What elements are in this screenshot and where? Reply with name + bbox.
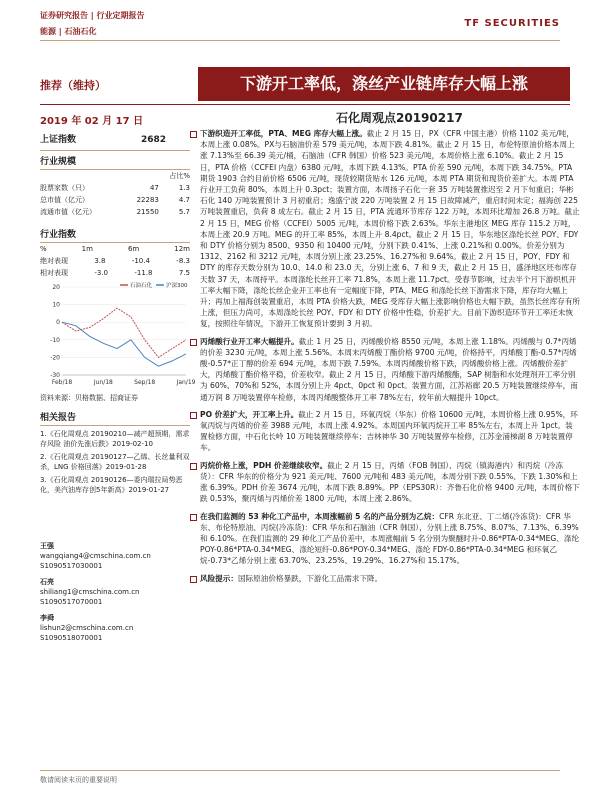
- industry-line: 能源 | 石油石化: [40, 27, 97, 36]
- x-tick-label: Feb/18: [51, 379, 73, 386]
- index-row-label: 相对表现: [40, 269, 68, 277]
- legend-label: 沪深300: [166, 283, 188, 289]
- series-line-0: [62, 308, 186, 357]
- legend-label: 石油石化: [130, 283, 153, 289]
- y-tick-label: -20: [50, 354, 60, 362]
- index-cell: 7.5: [178, 269, 190, 277]
- y-tick-label: 10: [52, 301, 60, 309]
- col-header: 12m: [174, 245, 190, 253]
- bullet-text: 截止 2 月 15 日，环氧丙烷（华东）价格 10600 元/吨，本周价格上涨 0.95%，环氧丙烷与丙烯的价差 3988 元/吨，本周上涨 4.92%。本周国内环氧丙烷开工率 85%左右，本周上升 1pct。装置检修方面，中石化长岭 10 万吨装置继续停车；吉林神华 30 万吨装置停车检修，江苏金浦梯湖 8 万吨装置停车。: [200, 409, 578, 453]
- bullet-text: 截止 2 月 15 日，PX（CFR 中国主港）价格 1102 美元/吨，本周上涨 0.08%。PX与石脑油价差 579 美元/吨，本周下跌 4.81%。截止 2 月 15 日，布伦特原油价格本周上涨 7.13%至 66.39 美元/桶，石脑油（CFR 韩国）价格 523 美元/吨，本周价格上涨 6.10%。截止 2 月 15 日，PTA 价格（CCFEI 内盘）6380 元/吨，本周下跌 4.13%。PTA 价差 590 元/吨，本周下跌 34.75%。PTA 期货 1903 合约目前价格 6506 元/吨，现货较期货贴水 126 元/吨，本周 PTA 期货和现货价差扩大。本周 PTA 行业开工负荷 80%，本周上升 0.3pct；装置方面，本周扬子石化一套 35 万吨装置推迟至 2 月下旬重启；华彬石化 140 万吨装置预计 3 月初重启；逸盛宁波 220 万吨装置 2 月 15 日故障减产，重启时间未定；福海创 225 万吨装置重启，负荷 8 成左右。截止 2 月 15 日，PTA 流通环节库存 122 万吨，本周环比增加 26.8 万吨。截止 2 月 15 日，MEG 价格（CCFEI）5005 元/吨，本周价格下跌 2.63%。华东主港地区 MEG 库存 115.2 万吨，本周上涨 20.9 万吨。MEG 的开工率 85%，本周上升 8.4pct。截止 2 月 15 日，华东地区涤纶长丝 POY、FDY 和 DTY 价格分别为 8500、9350 和 10400 元/吨，分别下跌 0.41%、上涨 0.21%和 0.00%。价差分别为 1312、2162 和 3212 元/吨，本周分别上涨 23.25%、16.27%和 9.64%。截止 2 月 15 日，POY、FDY 和 DTY 的库存天数分别为 10.0、14.0 和 23.0 天，分别上涨 6、7 和 9 天，截止 2 月 15 日，盛泽地区坯布库存天数 37 天，本周持平。本周涤纶长丝开工率 71.8%，本周上涨 11.7pct。受春节影响，过去半个月下游织机开工率大幅下降，涤纶长丝企业开工率也有一定幅度下降，PTA、MEG 和涤纶长丝下游需求下降，库存均大幅上升；再加上福海创装置重启，本周 PTA 价格大跌，MEG 受库存大幅上涨影响价格也大幅下跌，虽然长丝库存有所上涨，但压力尚可，本周涤纶长丝 POY、FDY 和 DTY 价格中性稳，价差扩大。目前下游织造环节开工率还未恢复，按照往年情况，下游开工恢复预计要到 3 月初。: [200, 129, 581, 329]
- bullet-text: 截止 2 月 15 日，丙烯（FOB 韩国）、丙烷（镇海港内）和丙烷（冷冻货）：CFR 华东的价格分为 921 美元/吨、7600 元/吨和 483 美元/吨，本周分别下跌 0.55%、下跌 1.30%和上涨 6.39%。PDH 价差 3674 元/吨，本周下跌 8.89%。PP（EPS30R）：齐鲁石化价格 9400 元/吨，本周价格下跌 0.53%，聚丙烯与丙烯价差 1800 元/吨，本周上涨 2.86%。: [200, 460, 580, 504]
- bullet-heading: 下游织造开工率低，PTA、MEG 库存大幅上涨。: [200, 129, 367, 138]
- scale-label: 总市值（亿元）: [40, 196, 89, 204]
- analyst-id: S1090517030001: [40, 562, 103, 570]
- bullet-heading: PO 价差扩大，开工率上升。: [200, 409, 299, 419]
- index-header-row: [40, 243, 190, 255]
- bullet-item: [190, 128, 580, 330]
- bullet-item: [190, 573, 580, 584]
- related-reports-heading: 相关报告: [40, 407, 190, 426]
- related-report-item[interactable]: 3.《石化周观点 20190126—委内瑞拉局势恶化，美汽油库存创5年新高》2019-01-27: [40, 476, 183, 494]
- analyst: [40, 613, 190, 643]
- analyst-email[interactable]: wangqiang4@cmschina.com.cn: [40, 552, 151, 560]
- bullet-item: [190, 336, 580, 403]
- x-tick-label: Jan/19: [176, 379, 196, 386]
- index-cell: -8.3: [176, 257, 190, 265]
- bullet-heading: 丙烷价格上涨，PDH 价差继续收窄。: [200, 460, 328, 470]
- analyst-id: S1090517070001: [40, 598, 103, 606]
- index-row: [40, 267, 190, 279]
- y-tick-label: 0: [56, 319, 60, 327]
- bullet-heading: 风险提示：: [200, 573, 238, 583]
- rating: 推荐（维持）: [40, 79, 106, 92]
- scale-row: [40, 194, 190, 206]
- footer-divider: [40, 770, 560, 771]
- analyst-email[interactable]: lishun2@cmschina.com.cn: [40, 624, 134, 632]
- index-row: [40, 128, 190, 151]
- scale-row: [40, 206, 190, 218]
- report-subtitle: 石化周观点20190217: [336, 111, 463, 125]
- analyst: [40, 541, 190, 571]
- page-title: 下游开工率低，涤丝产业链库存大幅上涨: [198, 67, 570, 101]
- scale-value: 22283: [136, 196, 159, 204]
- series-line-1: [62, 322, 186, 366]
- bullet-list: [190, 128, 580, 590]
- index-value: 2682: [140, 135, 166, 145]
- analyst-email[interactable]: shiliang1@cmschina.com.cn: [40, 588, 140, 596]
- col-header: 6m: [127, 245, 140, 253]
- pct-header: 占比%: [169, 172, 190, 180]
- bullet-heading: 在我们监测的 53 种化工产品中，本周涨幅前 5 名的产品分别为乙烷：: [200, 511, 440, 521]
- report-date: 2019 年 02 月 17 日: [40, 116, 144, 127]
- scale-value: 21550: [136, 208, 159, 216]
- index-cell: -11.8: [134, 269, 153, 277]
- index-cell: -3.0: [94, 269, 109, 277]
- header-divider: [40, 40, 560, 41]
- analyst-name: 王强: [40, 542, 54, 550]
- scale-row: [40, 182, 190, 194]
- x-tick-label: Jun/18: [93, 379, 113, 386]
- analyst-name: 李舜: [40, 614, 54, 622]
- analyst-name: 石亮: [40, 578, 54, 586]
- bullet-item: [190, 460, 580, 505]
- y-tick-label: -30: [50, 372, 60, 379]
- bullet-item: [190, 409, 580, 454]
- scale-pct: 4.7: [178, 196, 190, 204]
- index-row-label: 绝对表现: [40, 257, 68, 265]
- scale-label: 股票家数（只）: [40, 184, 89, 192]
- industry-scale-heading: 行业规模: [40, 151, 190, 170]
- y-tick-label: -10: [50, 336, 60, 344]
- bullet-item: [190, 511, 580, 567]
- col-header: %: [40, 245, 47, 253]
- analyst-block: [40, 541, 190, 643]
- title-divider: [40, 104, 570, 105]
- bullet-text: 国际原油价格暴跌，下游化工品需求下降。: [237, 573, 383, 583]
- index-label: 上证指数: [40, 135, 77, 145]
- chart-source: 资料来源：贝格数据、招商证券: [40, 394, 138, 402]
- scale-value: 47: [149, 184, 159, 192]
- scale-pct: 5.7: [178, 208, 190, 216]
- logo: TF SECURITIES: [464, 18, 560, 29]
- index-row: [40, 255, 190, 267]
- related-report-item[interactable]: 1.《石化周观点 20190210—减产超预期，需求存风险 油价先涨后跌》2019-02-10: [40, 430, 190, 448]
- analyst-id: S1090518070001: [40, 634, 103, 642]
- bullet-text: 截止 1 月 25 日，丙烯酸价格 8550 元/吨，本周上涨 1.18%。丙烯酸与 0.7*丙烯的价差 3230 元/吨，本周上涨 5.56%。本周末丙烯酸丁酯价格 9700 元/吨，价格持平，丙烯酸丁酯-0.57*丙烯酸-0.57*正丁醇的价差 694 元/吨，本周下跌 7.59%。本周丙烯酸价格下跌，丙烯酸价格上涨。丙烯酸价差扩大，丙烯酸丁酯价格平稳，价差收窄。截止 2 月 15 日，丙烯酸下游丙烯酸酯，SAP 树脂和水处理剂开工率分别为 60%、70%和 52%，本周分别上升 4pct、0pct 和 0pct。装置方面，江苏裕廊 20.5 万吨装置继续停车，南通万润 8 万吨装置停车检修，本周丙烯酸整体开工率 78%左右，较年前大幅提升 10pct。: [200, 336, 578, 402]
- report-type: 证券研究报告 | 行业定期报告: [40, 11, 145, 20]
- scale-label: 流通市值（亿元）: [40, 208, 96, 216]
- scale-header-row: [40, 170, 190, 182]
- x-tick-label: Sep/18: [134, 379, 156, 386]
- analyst: [40, 577, 190, 607]
- scale-pct: 1.3: [178, 184, 190, 192]
- bullet-text: CFR 东北亚、丁二烯(冷冻货)：CFR 华东、布伦特原油、丙烷(冷冻货)：CFR 华东和石脑油（CFR 韩国），分别上涨 8.75%、8.07%、7.13%、6.39%和 6.10%。在我们监测的 29 种化工产品价差中，本周涨幅前 5 名分别为聚醚时升-0.86*PTA-0.34*MEG、涤纶 POY-0.86*PTA-0.34*MEG、涤纶短纤-0.86*POY-0.34*MEG、涤纶 FDY-0.86*PTA-0.34*MEG 和环氧乙烷-0.73*乙烯分别上涨 63.70%、23.25%、19.29%、16.27%和 15.17%。: [200, 511, 580, 566]
- performance-chart: [40, 279, 196, 389]
- industry-index-heading: 行业指数: [40, 224, 190, 243]
- footer-note: 敬请阅读末页的重要说明: [40, 776, 117, 784]
- y-tick-label: 20: [52, 284, 60, 291]
- related-report-item[interactable]: 2.《石化周观点 20190127—乙烯、长丝量利双杀，LNG 价格回落》2019-01-28: [40, 453, 190, 471]
- index-cell: 3.8: [94, 257, 106, 265]
- bullet-heading: 丙烯酸行业开工率大幅提升。: [200, 336, 299, 346]
- left-sidebar: [40, 128, 196, 643]
- col-header: 1m: [81, 245, 93, 253]
- index-cell: -10.4: [131, 257, 150, 265]
